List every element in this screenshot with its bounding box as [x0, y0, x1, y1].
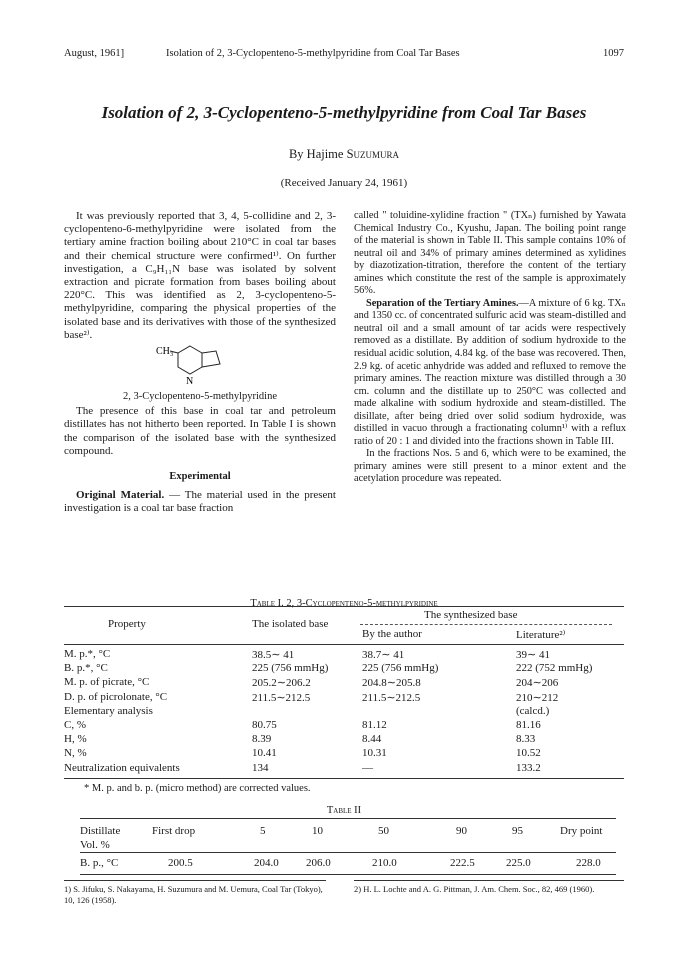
paragraph-2: The presence of this base in coal tar and petroleum distillates has not hitherto been reported. In Table I is shown the comparison of the isolated base with the synthesized compound. — [64, 405, 336, 457]
table2-header-cell: 50 — [378, 825, 389, 837]
intro-paragraph: It was previously reported that 3, 4, 5-collidine and 2, 3-cyclopenteno-6-methylpyridine were isolated from the tertiary amine fraction boiling about 210°C in coal tar bases and their chemical structure were confirmed¹⁾. On further investigation, a C₉H₁₁N base was isolated by solvent extraction and picrate formation from bases boiling about 220°C. This was identified as 2, 3-cyclopenteno-5-methylpyridine, comparing the physical properties of the isolated base and its derivatives with those of the synthesized base²⁾. — [64, 210, 336, 341]
table1-header-by-author: By the author — [362, 628, 422, 640]
table2-bp-label: B. p., °C — [80, 857, 119, 869]
table2-distillate-label: Distillate — [80, 825, 121, 837]
separation-text: —A mixture of 6 kg. TXₙ and 1350 cc. of concentrated sulfuric acid was steam-distilled and neutral oil and a small amount of tar acids were respectively removed as a distillate. By addition of sodium hydroxide to the residual acidic solution, 4.84 kg. of the base was recovered. Then, 2.9 kg. of acetic anhydride was added and refluxed to remove the primary amines. The reaction mixture was distilled through a 30 cm. column and the distillate up to 250°C was collected and made alkaline with sodium hydroxide and steam-distilled. The disillate, after being dried over solid sodium hydroxide, was distilled in vacuo through a fractionating column¹⁾ with a reflux ratio of 20 : 1 and divided into the fractions shown in Table III. — [354, 297, 627, 447]
table1-cell-property: Elementary analysis — [64, 704, 153, 717]
table1-header-isolated: The isolated base — [252, 618, 329, 630]
table1-cell-property: H, % — [64, 733, 87, 746]
table2-bp-cell: 225.0 — [506, 857, 531, 869]
right-column — [354, 210, 626, 486]
section-heading-experimental: Experimental — [169, 471, 231, 483]
table1-cell-literature: 204∼206 — [516, 677, 559, 690]
table1-cell-author: 204.8∼205.8 — [362, 677, 421, 690]
cyclopentene-ring — [202, 351, 220, 367]
table1-cell-isolated: 205.2∼206.2 — [252, 677, 311, 690]
table1-cell-isolated: 80.75 — [252, 719, 277, 731]
article-title: Isolation of 2, 3-Cyclopenteno-5-methylpyridine from Coal Tar Bases — [101, 103, 587, 122]
table1-header-property: Property — [108, 618, 146, 630]
table2-header-cell: 90 — [456, 825, 467, 837]
structure-formula — [64, 342, 336, 388]
table1-bottom-rule — [64, 778, 624, 779]
reference-1: 1) S. Jifuku, S. Nakayama, H. Suzumura and M. Uemura, Coal Tar (Tokyo), 10, 126 (1958). — [64, 884, 323, 905]
byline-given-name: By Hajime — [288, 147, 344, 161]
table1-cell-literature: 39∼ 41 — [516, 649, 550, 661]
running-head-date: August, 1961] — [64, 48, 125, 59]
table1-caption — [0, 598, 688, 609]
right-paragraph-3: In the fractions Nos. 5 and 6, which were to be examined, the primary amines were still present to a minor extent and the acetylation procedure was repeated. — [354, 448, 626, 485]
table1-cell-property: N, % — [64, 747, 87, 760]
table2-header-cell: First drop — [152, 825, 196, 837]
table1-cell-author: 225 (756 mmHg) — [362, 662, 439, 675]
table2-bp-cell: 206.0 — [306, 857, 331, 869]
table2-header-cell: 95 — [512, 825, 523, 837]
table1-cell-literature: 81.16 — [516, 719, 541, 731]
table2-bp-cell: 228.0 — [576, 857, 601, 869]
table1-cell-isolated: 38.5∼ 41 — [252, 649, 295, 661]
table1-cell-author: 81.12 — [362, 719, 387, 731]
table1-cell-property: D. p. of picrolonate, °C — [64, 690, 168, 703]
table2-bottom-rule — [80, 874, 616, 875]
structure-caption: 2, 3-Cyclopenteno-5-methylpyridine — [123, 391, 277, 403]
page-number: 1097 — [603, 48, 624, 59]
table1-cell-property: C, % — [64, 719, 86, 731]
table2-bp-cell: 222.5 — [450, 857, 475, 869]
table1-caption-prefix: Table I. — [250, 598, 284, 609]
table1-footnote: * M. p. and b. p. (micro method) are corrected values. — [84, 783, 311, 794]
table1-cell-author: — — [362, 761, 373, 774]
table2-top-rule — [80, 818, 616, 819]
table1-cell-property: M. p.*, °C — [64, 648, 111, 660]
table1-caption-name: 2, 3-Cyclopenteno-5-methylpyridine — [286, 598, 438, 609]
right-paragraph-1: called " toluidine-xylidine fraction " (TXₙ) furnished by Yawata Chemical Industry Co., Kyushu, Japan. The boiling point range of the material is shown in Table II. This sample contains 10% of neutral oil and 34% of primary amines determined as xylidines by diazotization-titration, therefore the content of the tertiary amines which constitute the rest of the sample is approximately 56%. — [354, 210, 626, 297]
table1-cell-property: M. p. of picrate, °C — [64, 676, 150, 689]
table1-cell-property: B. p.*, °C — [64, 662, 108, 675]
paragraph-original-material — [64, 489, 336, 515]
table2-header-cell: 5 — [260, 825, 266, 837]
pyridine-structure-diagram — [154, 342, 264, 388]
table2-bp-cell: 210.0 — [372, 857, 397, 869]
table1-cell-literature: 8.33 — [516, 733, 536, 746]
paragraph-separation — [354, 298, 626, 449]
table1-cell-author: 38.7∼ 41 — [362, 649, 405, 661]
table1-header-synthesized: The synthesized base — [424, 609, 518, 621]
runin-original-material: Original Material. — [76, 489, 165, 502]
table1-synth-brace — [360, 624, 612, 625]
left-column — [64, 210, 336, 516]
table1-cell-isolated: 8.39 — [252, 733, 272, 746]
table2-bp-cell: 200.5 — [168, 857, 193, 869]
table1-header-rule — [64, 644, 624, 645]
table1-header-literature: Literature²⁾ — [516, 629, 566, 641]
byline — [0, 147, 688, 162]
received-date: (Received January 24, 1961) — [280, 177, 408, 189]
running-head-title: Isolation of 2, 3-Cyclopenteno-5-methylpyridine from Coal Tar Bases — [166, 48, 460, 59]
table1-cell-literature: (calcd.) — [516, 704, 550, 717]
table1-top-rule — [64, 606, 624, 607]
table2-header-rule — [80, 852, 616, 853]
table1-cell-isolated: 10.41 — [252, 747, 277, 760]
table2-caption: Table II — [326, 805, 362, 816]
table1-cell-literature: 222 (752 mmHg) — [516, 662, 593, 675]
original-material-text: — The material used in the present investigation is a coal tar base fraction — [64, 489, 336, 515]
structure-methyl-label: CH₃ — [156, 346, 174, 358]
byline-surname: Suzumura — [346, 147, 400, 161]
table2-header-cell: Dry point — [560, 825, 603, 837]
table1-cell-author: 8.44 — [362, 733, 382, 746]
table1-cell-property: Neutralization equivalents — [64, 761, 180, 774]
pyridine-ring — [178, 346, 202, 374]
runin-separation: Separation of the Tertiary Amines. — [366, 297, 519, 309]
table1-cell-author: 10.31 — [362, 747, 387, 760]
table1-cell-literature: 10.52 — [516, 747, 541, 760]
table1-cell-isolated: 134 — [252, 761, 269, 774]
table1-cell-isolated: 225 (756 mmHg) — [252, 662, 329, 675]
table2-bp-cell: 204.0 — [254, 857, 279, 869]
table2-vol-label: Vol. % — [80, 839, 110, 851]
structure-nitrogen-label: N — [186, 376, 194, 388]
table1-cell-isolated: 211.5∼212.5 — [252, 691, 311, 704]
reference-2: 2) H. L. Lochte and A. G. Pittman, J. Am. Chem. Soc., 82, 469 (1960). — [354, 884, 595, 894]
table1-cell-author: 211.5∼212.5 — [362, 691, 421, 704]
table2-header-cell: 10 — [312, 825, 323, 837]
table1-cell-literature: 133.2 — [516, 761, 541, 774]
table1-cell-literature: 210∼212 — [516, 691, 559, 704]
